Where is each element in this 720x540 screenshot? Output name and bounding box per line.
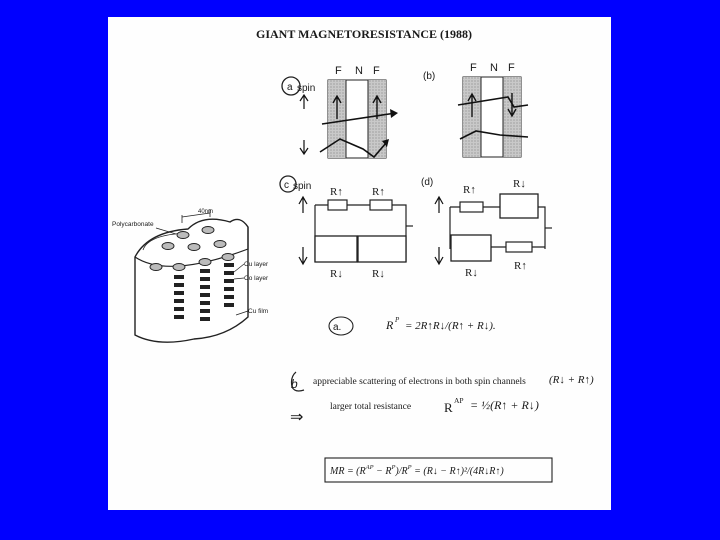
panel-c-label: c [284,180,289,191]
resistor-label: R↑ [463,184,476,196]
dimension-label: 40nm [198,209,214,215]
mr-sup: AP [365,464,374,471]
equation-c-lhs-sup: AP [454,396,464,405]
equation-a-label: a. [333,322,342,333]
resistor-up-1 [328,200,347,210]
panel-a [282,65,398,158]
mr-formula [325,458,552,482]
equation-a-lhs-sup: P [395,316,400,324]
equation-b [291,372,594,391]
polycarbonate-label: Polycarbonate [112,221,154,228]
pore-icon [214,241,226,248]
arrowhead-icon [390,109,398,118]
resistor-up-2 [370,200,392,210]
panel-c [280,176,413,280]
layer-n: N [355,65,363,77]
spin-down-indicator-icon [299,247,307,264]
equation-c-rhs: = ½(R↑ + R↓) [470,398,539,412]
pore-icon [202,227,214,234]
resistor-label: R↓ [330,268,343,280]
mr-part: − R [373,466,392,477]
pore-icon [199,259,211,266]
resistor-label: R↓ [465,267,478,279]
spin-up-indicator-icon [299,197,307,213]
resistor-down-bottom [451,235,491,261]
equation-c-text: larger total resistance [330,402,412,412]
spin-down-indicator-icon [300,140,308,154]
panel-b [423,62,528,157]
resistor-down-2 [358,236,406,262]
page-title: GIANT MAGNETORESISTANCE (1988) [256,27,473,41]
equation-b-text: appreciable scattering of electrons in both spin channels [313,377,526,387]
panel-a-label: a [287,82,293,93]
mr-sup: P [407,464,412,471]
implies-arrow-icon: ⇒ [290,409,304,426]
pore-icon [177,232,189,239]
multilayer-device [112,209,269,342]
resistor-label: R↑ [514,260,527,272]
panel-c-spin-label: spin [293,181,312,192]
mr-part: )/R [395,466,408,477]
spin-up-indicator-icon [435,197,443,213]
mr-part: = (R↓ − R↑)²/(4R↓R↑) [411,466,504,477]
resistor-label: R↑ [372,186,385,198]
layer-n: N [490,62,498,74]
pore-icon [188,244,200,251]
panel-b-label: (b) [423,71,436,82]
co-layer-label: Co layer [244,275,269,282]
spin-down-indicator-icon [435,247,443,264]
equation-b-channels: (R↓ + R↑) [549,374,594,386]
equation-a-rhs: = 2R↑R↓/(R↑ + R↓). [405,320,496,332]
resistor-up-bottom [506,242,532,252]
mr-sup: P [391,464,396,471]
equation-b-label: b [291,377,298,391]
mr-formula-text [329,464,504,477]
layer-f-right: F [373,65,380,77]
layer-f-right: F [508,62,515,74]
equation-a-lhs: R [386,318,394,332]
layer-f-left: F [335,65,342,77]
cu-film-label: Cu film [248,308,269,315]
resistor-down-1 [315,236,357,262]
pore-icon [222,254,234,261]
mr-part: MR = (R [330,466,366,477]
layer-f-left: F [470,62,477,74]
equation-c-lhs: R [444,400,453,415]
cu-layer-label: Cu layer [244,261,269,268]
pore-icon [150,264,162,271]
pore-icon [173,264,185,271]
resistor-label: R↓ [513,178,526,190]
figure-canvas [108,17,611,510]
panel-a-spin-label: spin [297,83,316,94]
scanned-page [108,17,611,510]
panel-d-label: (d) [421,177,434,188]
panel-d [421,177,552,279]
spin-up-indicator-icon [300,95,308,109]
resistor-label: R↓ [372,268,385,280]
resistor-up-top [460,202,483,212]
resistor-down-top [500,194,538,218]
pore-icon [162,243,174,250]
resistor-label: R↑ [330,186,343,198]
equation-c [290,396,539,426]
equation-a [329,316,496,335]
